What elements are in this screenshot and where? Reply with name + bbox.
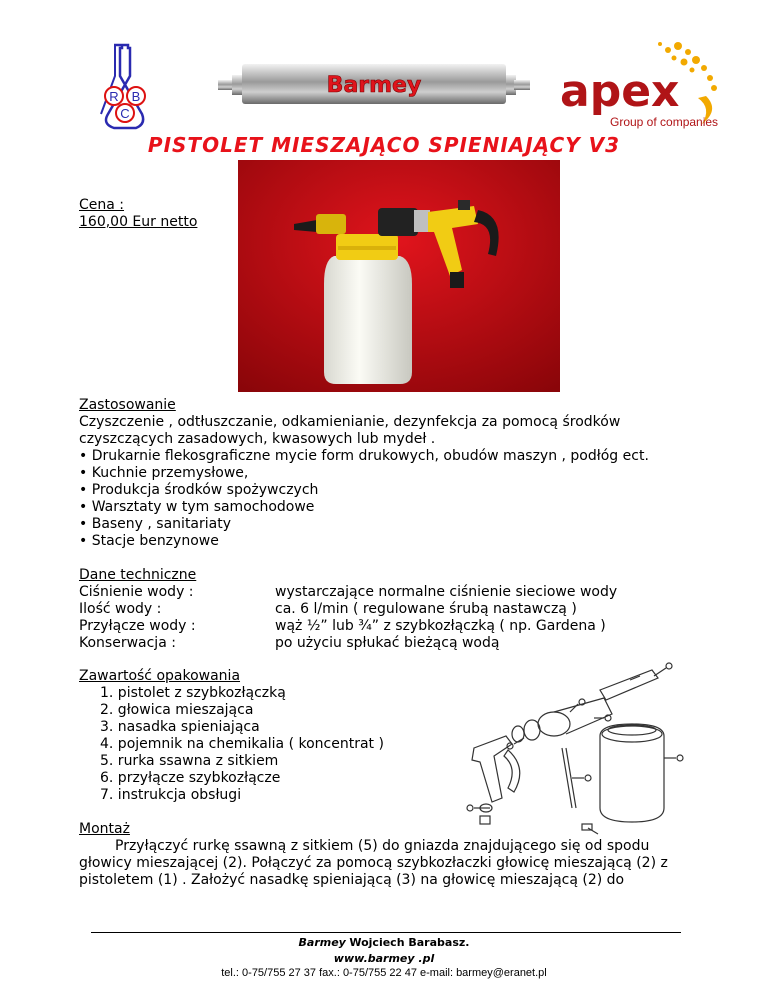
tech-value: ca. 6 l/min ( regulowane śrubą nastawczą ) bbox=[275, 601, 577, 617]
usage-bullet: • Warsztaty w tym samochodowe bbox=[79, 499, 315, 515]
exploded-parts-diagram bbox=[454, 658, 714, 836]
footer-company bbox=[0, 936, 768, 949]
footer-divider bbox=[91, 932, 681, 933]
usage-bullet: • Drukarnie flekosgraficzne mycie form drukowych, obudów maszyn , podłóg ect. bbox=[79, 448, 649, 464]
barmey-roller-logo bbox=[218, 62, 530, 106]
usage-bullet: • Stacje benzynowe bbox=[79, 533, 219, 549]
tech-label: Ilość wody : bbox=[79, 601, 162, 617]
footer-company-name: Wojciech Barabasz. bbox=[349, 936, 470, 949]
assembly-text: głowicy mieszającej (2). Połączyć za pomocą szybkozłaczki głowicę mieszającą (2) z bbox=[79, 855, 668, 871]
usage-bullet: • Kuchnie przemysłowe, bbox=[79, 465, 249, 481]
tech-value: wąż ½” lub ¾” z szybkozłączką ( np. Gardena ) bbox=[275, 618, 606, 634]
footer-website[interactable]: www.barmey .pl bbox=[333, 952, 435, 965]
usage-heading: Zastosowanie bbox=[79, 397, 176, 413]
roller-brand-text: Barmey bbox=[326, 73, 422, 98]
assembly-heading: Montaż bbox=[79, 821, 130, 837]
product-photo bbox=[238, 160, 560, 392]
apex-logo-text: apex bbox=[560, 66, 680, 117]
contents-item: 6. przyłącze szybkozłącze bbox=[100, 770, 281, 786]
footer-brand: Barmey bbox=[298, 936, 346, 949]
flask-letter: C bbox=[120, 106, 130, 121]
contents-item: 7. instrukcja obsługi bbox=[100, 787, 242, 803]
tech-heading: Dane techniczne bbox=[79, 567, 197, 583]
tech-label: Konserwacja : bbox=[79, 635, 176, 651]
page-title: PISTOLET MIESZAJĄCO SPIENIAJĄCY V3 bbox=[147, 133, 621, 157]
contents-item: 2. głowica mieszająca bbox=[100, 702, 254, 718]
tech-value: wystarczające normalne ciśnienie sieciowe wody bbox=[275, 584, 618, 600]
contents-item: 5. rurka ssawna z sitkiem bbox=[100, 753, 279, 769]
usage-bullet: • Baseny , sanitariaty bbox=[79, 516, 232, 532]
tech-label: Przyłącze wody : bbox=[79, 618, 196, 634]
usage-bullet: • Produkcja środków spożywczych bbox=[79, 482, 319, 498]
price-label: Cena : bbox=[79, 197, 125, 213]
footer-contact: tel.: 0-75/755 27 37 fax.: 0-75/755 22 47 e-mail: barmey@eranet.pl bbox=[221, 967, 547, 979]
flask-letter: B bbox=[131, 89, 141, 104]
apex-logo bbox=[556, 38, 726, 134]
assembly-text: Przyłączyć rurkę ssawną z sitkiem (5) do gniazda znajdującego się od spodu bbox=[115, 838, 650, 854]
contents-item: 3. nasadka spieniająca bbox=[100, 719, 260, 735]
contents-item: 4. pojemnik na chemikalia ( koncentrat ) bbox=[100, 736, 384, 752]
contents-item: 1. pistolet z szybkozłączką bbox=[100, 685, 286, 701]
apex-tagline: Group of companies bbox=[610, 115, 719, 129]
flask-letter: R bbox=[109, 89, 119, 104]
assembly-text: pistoletem (1) . Założyć nasadkę spieniającą (3) na głowicę mieszającą (2) do bbox=[79, 872, 625, 888]
contents-heading: Zawartość opakowania bbox=[79, 668, 241, 684]
usage-intro: Czyszczenie , odtłuszczanie, odkamienianie, dezynfekcja za pomocą środków bbox=[79, 414, 621, 430]
tech-value: po użyciu spłukać bieżącą wodą bbox=[275, 635, 500, 651]
usage-intro: czyszczących zasadowych, kwasowych lub mydeł . bbox=[79, 431, 436, 447]
tech-label: Ciśnienie wody : bbox=[79, 584, 194, 600]
price-value: 160,00 Eur netto bbox=[79, 214, 198, 230]
rbc-flask-logo bbox=[93, 42, 159, 132]
